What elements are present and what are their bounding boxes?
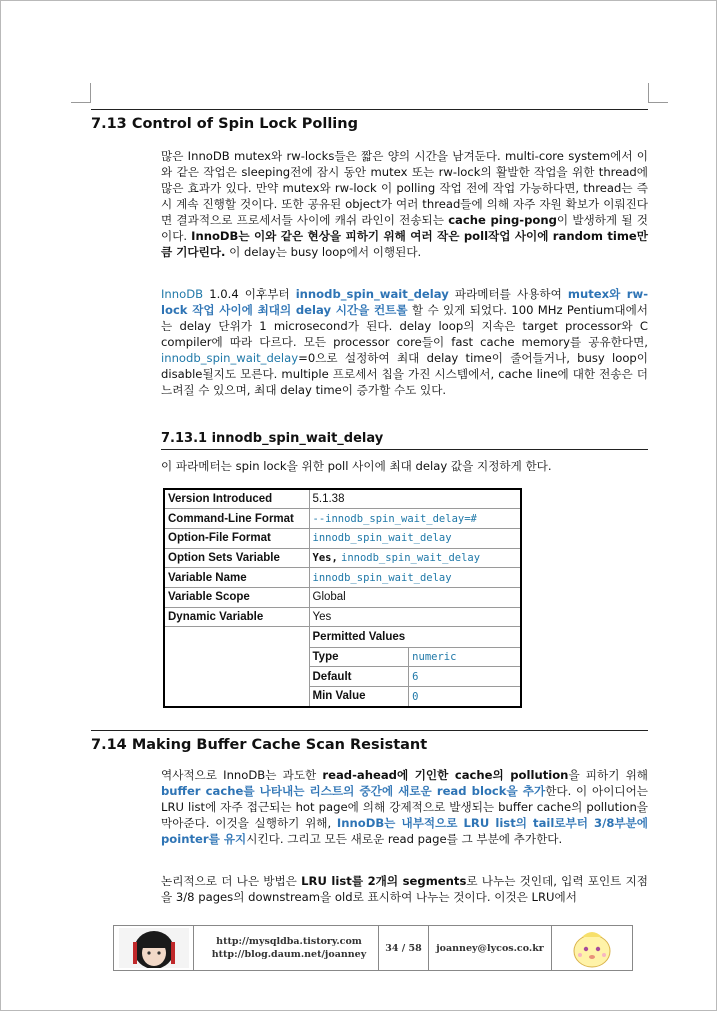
version-label: Version Introduced xyxy=(164,489,309,509)
cmdline-value: --innodb_spin_wait_delay=# xyxy=(312,512,477,525)
table-row xyxy=(164,568,521,588)
min-label: Min Value xyxy=(310,686,409,706)
permitted-values-label: Permitted Values xyxy=(310,627,521,647)
footer-urls xyxy=(194,926,379,970)
varname-label: Variable Name xyxy=(164,568,309,588)
version-value: 5.1.38 xyxy=(309,489,521,509)
text-run: 로 나누는 것인데, 입력 포인트 지점을 3/8 pages의 downstream을 old로 표시하여 나누는 것이다. 이것은 LRU에서 xyxy=(161,874,648,904)
optfile-label: Option-File Format xyxy=(164,528,309,548)
setsvar-value: innodb_spin_wait_delay xyxy=(341,551,481,564)
varname-value: innodb_spin_wait_delay xyxy=(312,571,452,584)
table-row xyxy=(164,548,521,568)
text-run: 시킨다. 그리고 모든 새로운 read page를 그 부분에 추가한다. xyxy=(246,832,563,846)
type-value-cell xyxy=(409,647,520,667)
table-row xyxy=(310,667,521,687)
default-value-cell xyxy=(409,667,520,687)
default-label: Default xyxy=(310,667,409,687)
section-7131-description: 이 파라메터는 spin lock을 위한 poll 사이에 최대 delay 값을 지정하게 한다. xyxy=(161,459,552,473)
text-run: 할 수 있게 되었다. 100 MHz Pentium대에서는 delay 단위가 1 microsecond가 된다. delay loop의 지속은 target processor와 C compiler에 따라 다르다. 모든 processor core들이 fast cache memory를 공유한다면, xyxy=(161,303,648,349)
highlight-run: InnoDB는 내부적으로 LRU list의 tail로부터 3/8부분에 pointer를 유지 xyxy=(161,816,648,846)
table-row xyxy=(164,627,521,707)
footer-url-1[interactable]: http://mysqldba.tistory.com xyxy=(216,936,362,947)
table-row xyxy=(164,509,521,529)
section-714-paragraph-1 xyxy=(161,767,648,847)
text-run: 한다. 이 아이디어는 LRU list에 자주 접근되는 hot page에 의해 강제적으로 발생되는 buffer cache의 pollution을 막아준다. 이것을 실행하기 위해, xyxy=(161,784,648,830)
footer-avatar-right xyxy=(552,926,632,970)
section-7131-title: 7.13.1 innodb_spin_wait_delay xyxy=(161,431,648,450)
bold-run: InnoDB는 이와 같은 현상을 피하기 위해 여러 작은 poll작업 사이에 random time만큼 기다린다. xyxy=(161,229,648,259)
setsvar-yes: Yes, xyxy=(312,551,338,564)
setsvar-label: Option Sets Variable xyxy=(164,548,309,568)
text-run: 1.0.4 이후부터 xyxy=(203,287,296,301)
table-row xyxy=(164,528,521,548)
min-value: 0 xyxy=(412,690,419,703)
colored-run: innodb_spin_wait_delay xyxy=(161,351,299,365)
bold-run: LRU list를 2개의 segments xyxy=(301,874,467,888)
colored-run: InnoDB xyxy=(161,287,204,301)
scope-value: Global xyxy=(309,587,521,607)
text-run: 을 피하기 위해 xyxy=(568,768,648,782)
section-713-paragraph-1 xyxy=(161,148,648,260)
section-713-paragraph-2 xyxy=(161,286,648,398)
highlight-run: buffer cache를 나타내는 리스트의 중간에 새로운 read block을 추가 xyxy=(161,784,546,798)
dynamic-value: Yes xyxy=(309,607,521,627)
section-713-title: 7.13 Control of Spin Lock Polling xyxy=(91,116,358,132)
highlight-run: mutex와 rw-lock 작업 사이에 최대의 delay 시간을 컨트롤 xyxy=(161,287,648,317)
highlight-run: innodb_spin_wait_delay xyxy=(295,287,449,301)
section-rule-714 xyxy=(91,730,648,731)
table-row xyxy=(310,686,521,706)
table-row xyxy=(164,587,521,607)
cmdline-value-cell xyxy=(309,509,521,529)
footer-avatar-left xyxy=(114,926,194,970)
avatar-girl-icon xyxy=(119,928,189,968)
table-row xyxy=(310,627,521,647)
page-footer xyxy=(113,925,633,971)
text-run: 파라메터를 사용하여 xyxy=(448,287,568,301)
footer-email[interactable]: joanney@lycos.co.kr xyxy=(429,926,552,970)
footer-page-number: 34 / 58 xyxy=(379,926,429,970)
min-value-cell xyxy=(409,686,520,706)
cmdline-label: Command-Line Format xyxy=(164,509,309,529)
bold-run: read-ahead에 기인한 cache의 pollution xyxy=(322,768,569,782)
table-row xyxy=(310,647,521,667)
table-row xyxy=(164,489,521,509)
scope-label: Variable Scope xyxy=(164,587,309,607)
section-rule-top xyxy=(91,109,648,110)
section-714-title: 7.14 Making Buffer Cache Scan Resistant xyxy=(91,737,428,753)
optfile-value: innodb_spin_wait_delay xyxy=(312,532,452,545)
text-run: =0으로 설정하여 최대 delay time이 줄어들거나, busy loop이 disable될지도 모른다. multiple 프로세서 칩을 가진 시스템에서, cache line에 대한 전송은 더 느려질 수 있으며, 최대 delay time이 증가할 수도 있다. xyxy=(161,351,648,397)
bold-run: cache ping-pong xyxy=(448,213,557,227)
text-run: 많은 InnoDB mutex와 rw-locks들은 짧은 양의 시간을 남겨둔다. multi-core system에서 이와 같은 작업은 sleeping전에 잠시 동안 mutex 또는 rw-lock의 활발한 작업을 위한 thread에 많은 효과가 있다. 만약 mutex와 rw-lock 이 polling 작업 전에 작업 가능하다면, thread는 즉시 계속 진행할 것이다. 또한 공유된 object가 여러 thread들에 의해 자주 자원 확보가 이뤄진다면 결과적으로 프로세서들 사이에 캐쉬 라인이 전송되는 xyxy=(161,149,648,227)
section-714-paragraph-2 xyxy=(161,873,648,905)
text-run: 역사적으로 InnoDB는 과도한 xyxy=(161,768,323,782)
default-value: 6 xyxy=(412,671,419,684)
varname-value-cell xyxy=(309,568,521,588)
dynamic-label: Dynamic Variable xyxy=(164,607,309,627)
setsvar-value-cell xyxy=(309,548,521,568)
permitted-values-table xyxy=(310,627,521,706)
permitted-empty-cell xyxy=(164,627,309,707)
table-row xyxy=(164,607,521,627)
parameter-spec-table xyxy=(163,488,522,708)
permitted-values-cell xyxy=(309,627,521,707)
footer-url-2[interactable]: http://blog.daum.net/joanney xyxy=(211,949,367,960)
avatar-chick-icon xyxy=(562,927,622,969)
crop-mark-top-left xyxy=(71,83,91,103)
optfile-value-cell xyxy=(309,528,521,548)
crop-mark-top-right xyxy=(648,83,668,103)
type-value: numeric xyxy=(412,651,457,664)
text-run: 이 발생하게 될 것이다. xyxy=(161,213,648,243)
text-run: 논리적으로 더 나은 방법은 xyxy=(161,874,302,888)
text-run: 이 delay는 busy loop에서 이행된다. xyxy=(225,245,422,259)
type-label: Type xyxy=(310,647,409,667)
